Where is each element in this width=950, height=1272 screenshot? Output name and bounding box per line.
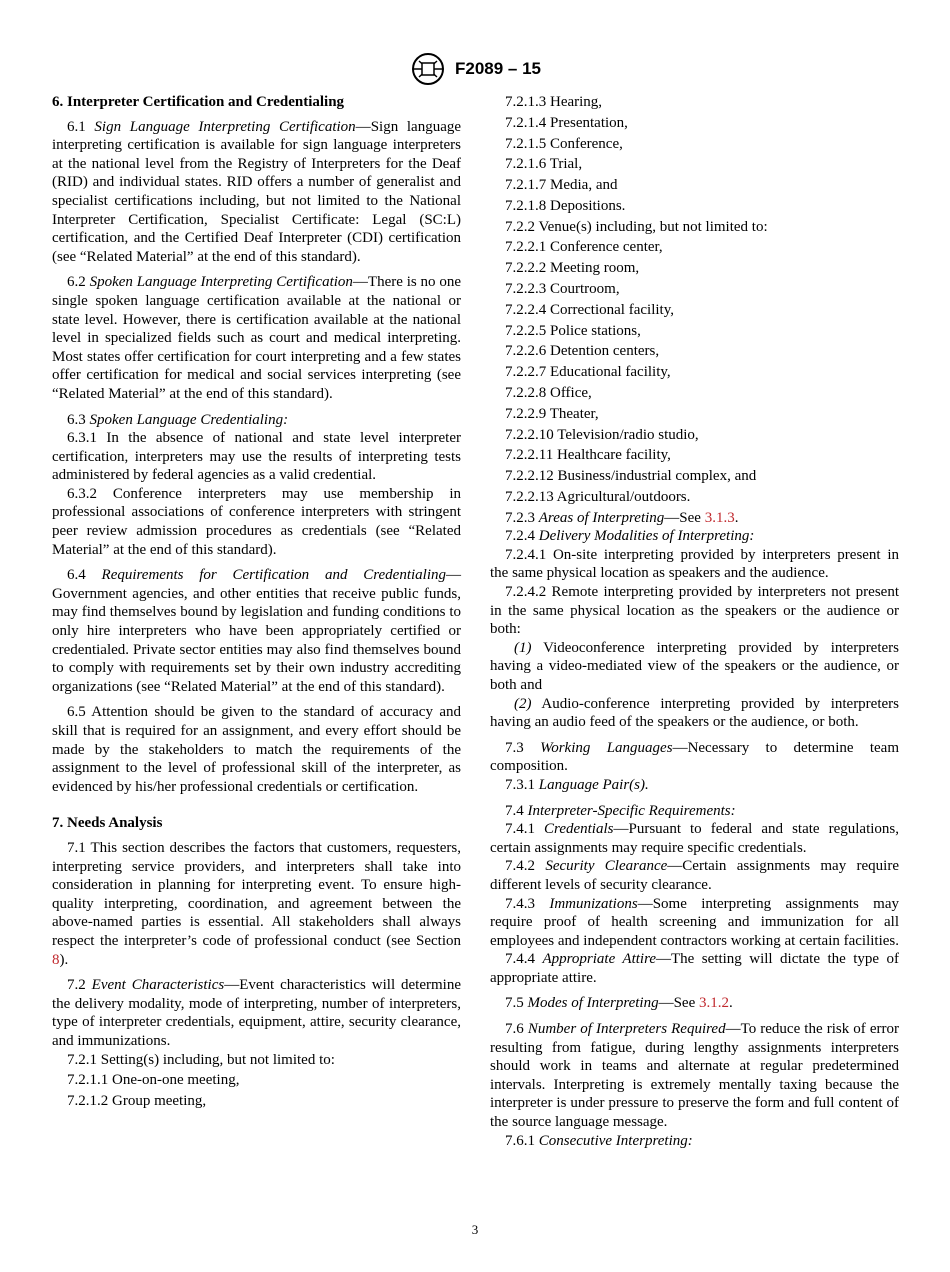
paragraph-7-3-1: 7.3.1 Language Pair(s). [505, 776, 649, 793]
list-item: 7.2.2.6 Detention centers, [505, 343, 660, 360]
list-item: 7.2.1.1 One-on-one meeting, [67, 1072, 240, 1089]
paragraph-7-4-4: 7.4.4 Appropriate Attire—The setting will dictate the type of appropriate attire. [490, 951, 899, 986]
list-item: 7.2.2 Venue(s) including, but not limited to: [505, 218, 768, 235]
list-item: 7.2.2.2 Meeting room, [505, 260, 640, 277]
section-3-1-2-link[interactable]: 3.1.2 [699, 995, 730, 1012]
paragraph-title: Credentials [544, 821, 614, 838]
document-id: F2089 – 15 [454, 59, 541, 78]
paragraph-6-4: 6.4 Requirements for Certification and Credentialing—Government agencies, and other entities that receive public funds, may find themselves bound by legislation and funding conditions to only hire interpreters who have been appropriately certified or credentialed. Private sector entities may also find themselves bound to comply with requirements set by their own industry accrediting organizations (see “Related Material” at the end of this standard). [52, 567, 461, 695]
section-3-1-3-link[interactable]: 3.1.3 [704, 509, 735, 526]
paragraph-title: Immunizations [549, 895, 638, 912]
list-item: 7.2.2.7 Educational facility, [505, 364, 671, 381]
paragraph-7-6-1: 7.6.1 Consecutive Interpreting: [505, 1132, 693, 1149]
list-item: 7.2.1.5 Conference, [505, 135, 623, 152]
section-6-heading: 6. Interpreter Certification and Credentialing [52, 94, 345, 110]
paragraph-title: Areas of Interpreting [538, 509, 665, 526]
paragraph-7-6: 7.6 Number of Interpreters Required—To reduce the risk of error resulting from fatigue, during lengthy assignments interpreters should work in teams and alternate at regular predetermined intervals. Interpreting is extremely mentally taxing because the interpreter is under pressure to preserve the form and full content of the source language message. [490, 1021, 899, 1131]
paragraph-7-4-1: 7.4.1 Credentials—Pursuant to federal and state regulations, certain assignments may require specific credentials. [490, 821, 899, 856]
section-7-heading: 7. Needs Analysis [52, 815, 163, 832]
list-item: 7.2.2.5 Police stations, [505, 322, 641, 339]
paragraph-title: Number of Interpreters Required [527, 1021, 726, 1038]
list-item: 7.2.1.2 Group meeting, [67, 1093, 207, 1110]
list-item: 7.2.2.10 Television/radio studio, [505, 426, 699, 443]
paragraph-7-4: 7.4 Interpreter-Specific Requirements: [505, 802, 736, 819]
paragraph-6-2: 6.2 Spoken Language Interpreting Certification—There is no one single spoken language certification available at the national or state level. However, there is certification available at the national level in specialized fields such as court and medical interpreting. Most states offer certification for court interpreting and a few states offer certification for medical and social services interpreting (see “Related Material” at the end of this standard). [52, 274, 461, 402]
list-item: 7.2.1.7 Media, and [505, 177, 618, 194]
paragraph-7-1: 7.1 This section describes the factors that customers, requesters, interpreting service providers, and interpreters shall take into consideration in planning for interpreting event. To ensure high-quality interpreting, coordination, and agreement between the above-named parties is essential. All stakeholders shall always respect the interpreter’s code of professional conduct (see Section 8). [52, 839, 461, 968]
list-item: 7.2.1.6 Trial, [505, 156, 583, 173]
left-column [52, 93, 461, 1113]
paragraph-6-3-1: 6.3.1 In the absence of national and state level interpreter certification, interpreters may use the results of interpreting tests administered by federal agencies as a valid credential. [52, 430, 461, 484]
list-item: 7.2.2.13 Agricultural/outdoors. [505, 488, 691, 505]
list-item: 7.2.2.8 Office, [505, 384, 592, 401]
paragraph-title: Delivery Modalities of Interpreting: [538, 528, 755, 545]
list-item: 7.2.1 Setting(s) including, but not limited to: [67, 1051, 335, 1068]
paragraph-7-5: 7.5 Modes of Interpreting—See 3.1.2. [505, 995, 733, 1012]
page-header [0, 52, 950, 86]
paragraph-title: Spoken Language Credentialing: [89, 411, 289, 428]
paragraph-6-3: 6.3 Spoken Language Credentialing: [67, 411, 289, 428]
paragraph-7-4-2: 7.4.2 Security Clearance—Certain assignments may require different levels of security clearance. [490, 858, 900, 893]
paragraph-7-3: 7.3 Working Languages—Necessary to determine team composition. [490, 739, 900, 775]
paragraph-title: Security Clearance [545, 858, 668, 875]
paragraph-title: Modes of Interpreting [527, 995, 659, 1012]
paragraph-title: Appropriate Attire [542, 951, 657, 968]
paragraph-title: Spoken Language Interpreting Certification [89, 274, 353, 291]
paragraph-7-2-4-2: 7.2.4.2 Remote interpreting provided by interpreters not present in the same physical location as the speakers or the audience or both: [490, 584, 899, 638]
paragraph-7-2: 7.2 Event Characteristics—Event characteristics will determine the delivery modality, mode of interpreting, number of interpreters, type of interpreter credentials, equipment, attire, security clearance, and immunizations. [52, 977, 461, 1049]
list-item: 7.2.2.3 Courtroom, [505, 281, 620, 298]
paragraph-7-2-4-1: 7.2.4.1 On-site interpreting provided by interpreters present in the same physical location as speakers and the audience. [490, 546, 899, 582]
paragraph-title: Language Pair(s). [538, 776, 649, 793]
sub-item-2: (2) Audio-conference interpreting provided by interpreters having an audio feed of the speakers or the audience, or both. [490, 695, 899, 731]
paragraph-7-2-3: 7.2.3 Areas of Interpreting—See 3.1.3. [505, 509, 739, 526]
list-item: 7.2.2.4 Correctional facility, [505, 301, 674, 318]
paragraph-7-4-3: 7.4.3 Immunizations—Some interpreting assignments may require proof of health screening and immunization for all employees and independent contractors working at certain facilities. [490, 895, 900, 949]
paragraph-title: Interpreter-Specific Requirements: [527, 802, 736, 819]
list-item: 7.2.2.9 Theater, [505, 405, 599, 422]
list-item: 7.2.2.11 Healthcare facility, [505, 447, 671, 464]
paragraph-6-1: 6.1 Sign Language Interpreting Certification—Sign language interpreting certification is available for sign language interpreters at the national level from the Registry of Interpreters for the Deaf (RID) and individual states. RID offers a number of generalist and specialist certifications including, but not limited to the National Interpreter Certification, Specialist Certificate: Legal (SC:L) certification, and the Certified Deaf Interpreter (CDI) certification (see “Related Material” at the end of this standard). [52, 118, 462, 265]
paragraph-7-2-4: 7.2.4 Delivery Modalities of Interpreting: [505, 528, 755, 545]
paragraph-title: Requirements for Certification and Credentialing [101, 567, 446, 584]
paragraph-title: Sign Language Interpreting Certification [94, 118, 356, 135]
list-item: 7.2.2.1 Conference center, [505, 239, 663, 256]
paragraph-6-3-2: 6.3.2 Conference interpreters may use membership in professional associations of conference interpreters with stringent peer review admission procedures as credentials (see “Related Material” at the end of this standard). [52, 485, 461, 558]
list-item: 7.2.1.8 Depositions. [505, 197, 626, 214]
paragraph-title: Event Characteristics [91, 977, 225, 994]
section-8-link[interactable]: 8 [52, 951, 60, 968]
astm-logo-icon [409, 52, 447, 86]
paragraph-title: Consecutive Interpreting: [538, 1132, 693, 1149]
list-item: 7.2.1.4 Presentation, [505, 114, 628, 131]
right-column [490, 93, 899, 1150]
list-item: 7.2.2.12 Business/industrial complex, and [505, 468, 757, 485]
paragraph-title: Working Languages [540, 739, 673, 756]
list-item: 7.2.1.3 Hearing, [505, 94, 603, 110]
paragraph-6-5: 6.5 Attention should be given to the standard of accuracy and skill that is required for an assignment, and every effort should be made by the stakeholders to match the requirements of the assignment to the level of professional skill of the interpreter, as evidenced by his/her professional credentials or certification. [52, 704, 461, 795]
sub-item-1: (1) Videoconference interpreting provided by interpreters having a video-mediated view of the speakers or the audience, or both and [490, 639, 899, 693]
page-number: 3 [471, 1222, 479, 1237]
